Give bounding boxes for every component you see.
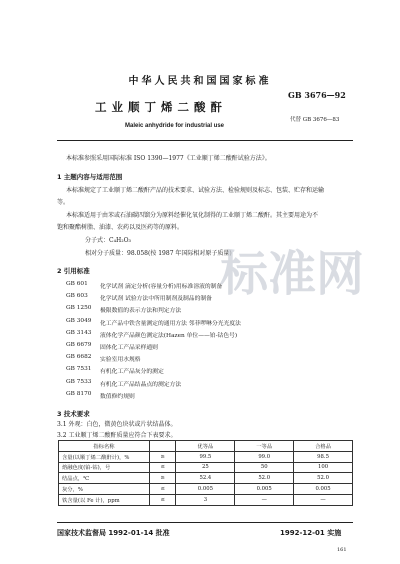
table-cell: 熔融色度(铂-钴)，号 bbox=[59, 462, 150, 473]
table-cell: 含量(以顺丁烯二酸酐计)，% bbox=[59, 451, 150, 462]
implementation-date: 1992-12-01 实施 bbox=[280, 529, 342, 537]
watermark-logo bbox=[220, 228, 380, 318]
table-cell: 50 bbox=[235, 462, 294, 473]
approval-date: 国家技术监督局 1992-01-14 批准 bbox=[57, 529, 170, 537]
header-rule bbox=[57, 140, 353, 141]
requirement-3-2: 3.2 工业顺丁烯二酸酐质量应符合下表要求。 bbox=[57, 432, 177, 439]
requirement-3-1: 3.1 外观：白色，微黄色块状或片状结晶体。 bbox=[57, 421, 177, 428]
table-cell: 99.5 bbox=[176, 451, 235, 462]
table-row bbox=[59, 494, 353, 505]
reference-title: 化工产品中铁含量测定的通用方法 邻菲啰啉分光光度法 bbox=[100, 320, 241, 327]
header-qualified: 合格品 bbox=[294, 441, 353, 452]
molecular-formula: 分子式：C₄H₂O₃ bbox=[85, 237, 131, 244]
header-operator bbox=[150, 441, 176, 452]
reference-title: 液体化学产品颜色测定法(Hazen 单位——铂-钴色号) bbox=[100, 332, 238, 339]
table-cell: ≤ bbox=[150, 484, 176, 495]
section-1-heading: 1 主题内容与适用范围 bbox=[57, 173, 123, 181]
reference-title: 化学试剂 滴定分析(容量分析)用标准溶液的制备 bbox=[100, 284, 223, 290]
header-item-name: 指标名称 bbox=[59, 441, 150, 452]
table-cell: ≥ bbox=[150, 473, 176, 484]
section-3-heading: 3 技术要求 bbox=[57, 410, 90, 418]
molecular-mass: 相对分子质量：98.058(按 1987 年国际相对原子质量) bbox=[85, 250, 232, 257]
reference-code: GB 6679 bbox=[66, 342, 92, 348]
table-header-row bbox=[59, 441, 353, 452]
reference-title: 化学试剂 试验方法中所用制剂及制品的制备 bbox=[100, 296, 212, 303]
reference-title: 固体化工产品采样通则 bbox=[100, 345, 158, 351]
table-cell: 结晶点，℃ bbox=[59, 473, 150, 484]
footer-rule bbox=[57, 522, 353, 523]
reference-code: GB 3143 bbox=[66, 329, 92, 336]
section-1-p1-line1: 本标准规定了工业顺丁烯二酸酐产品的技术要求、试验方法、检验规则及标志、包装、贮存和运输 bbox=[66, 187, 325, 194]
table-cell: 52.4 bbox=[176, 473, 235, 484]
reference-code: GB 1250 bbox=[66, 305, 92, 312]
reference-code: GB 6682 bbox=[66, 354, 92, 361]
table-cell: ≤ bbox=[150, 494, 176, 505]
table-cell: 0.005 bbox=[294, 484, 353, 495]
watermark-text: 标准网 bbox=[220, 246, 365, 302]
reference-title: 数值修约规则 bbox=[100, 393, 135, 400]
reference-title: 实验室用水规格 bbox=[100, 357, 141, 364]
replaces-note: 代替 GB 3676—83 bbox=[290, 117, 340, 123]
standard-title: 工业顺丁烯二酸酐 bbox=[95, 100, 227, 114]
section-1-p2-line2: 饱和聚酯树脂、油漆、农药以及医药等的原料。 bbox=[57, 224, 184, 231]
reference-code: GB 603 bbox=[66, 293, 88, 300]
standard-number: GB 3676—92 bbox=[288, 90, 346, 100]
table-cell: 98.5 bbox=[294, 451, 353, 462]
reference-code: GB 3049 bbox=[66, 317, 92, 324]
table-cell: 99.0 bbox=[235, 451, 294, 462]
quality-table bbox=[58, 440, 353, 506]
table-cell: ≤ bbox=[150, 462, 176, 473]
table-cell: 灰分，% bbox=[59, 484, 150, 495]
table-row bbox=[59, 462, 353, 473]
english-subtitle: Maleic anhydride for industrial use bbox=[125, 123, 225, 129]
table-cell: ≥ bbox=[150, 451, 176, 462]
table-cell: 铁含量(以 Fe 计)，ppm bbox=[59, 494, 150, 505]
reference-title: 有机化工产品灰分的测定 bbox=[100, 369, 164, 376]
country-standard-title: 中华人民共和国国家标准 bbox=[128, 76, 272, 87]
reference-code: GB 7531 bbox=[66, 366, 92, 373]
intro-paragraph: 本标准参照采用国际标准 ISO 1390—1977《工业顺丁烯二酸酐试验方法》。 bbox=[66, 155, 271, 162]
reference-title: 有机化工产品结晶点的测定方法 bbox=[100, 381, 182, 388]
table-row bbox=[59, 451, 353, 462]
header-premium: 优等品 bbox=[176, 441, 235, 452]
reference-code: GB 601 bbox=[66, 281, 88, 287]
section-1-p1-line2: 等。 bbox=[57, 199, 70, 206]
table-row bbox=[59, 484, 353, 495]
table-cell: 52.0 bbox=[294, 473, 353, 484]
header-first-grade: 一等品 bbox=[235, 441, 294, 452]
table-cell: — bbox=[294, 494, 353, 505]
table-row bbox=[59, 473, 353, 484]
reference-code: GB 7533 bbox=[66, 378, 92, 385]
reference-code: GB 8170 bbox=[66, 390, 92, 397]
table-cell: 0.005 bbox=[235, 484, 294, 495]
table-cell: 52.0 bbox=[235, 473, 294, 484]
table-cell: 0.005 bbox=[176, 484, 235, 495]
table-cell: 100 bbox=[294, 462, 353, 473]
section-1-p2-line1: 本标准适用于由苯或石油碳四馏分为原料经催化氧化制得的工业顺丁烯二酸酐。其主要用途为不 bbox=[66, 212, 319, 219]
table-cell: 3 bbox=[176, 494, 235, 505]
reference-title: 极限数值的表示方法和判定方法 bbox=[100, 308, 182, 315]
table-cell: — bbox=[235, 494, 294, 505]
table-cell: 25 bbox=[176, 462, 235, 473]
section-2-heading: 2 引用标准 bbox=[57, 267, 90, 275]
page-number: 161 bbox=[337, 547, 347, 553]
